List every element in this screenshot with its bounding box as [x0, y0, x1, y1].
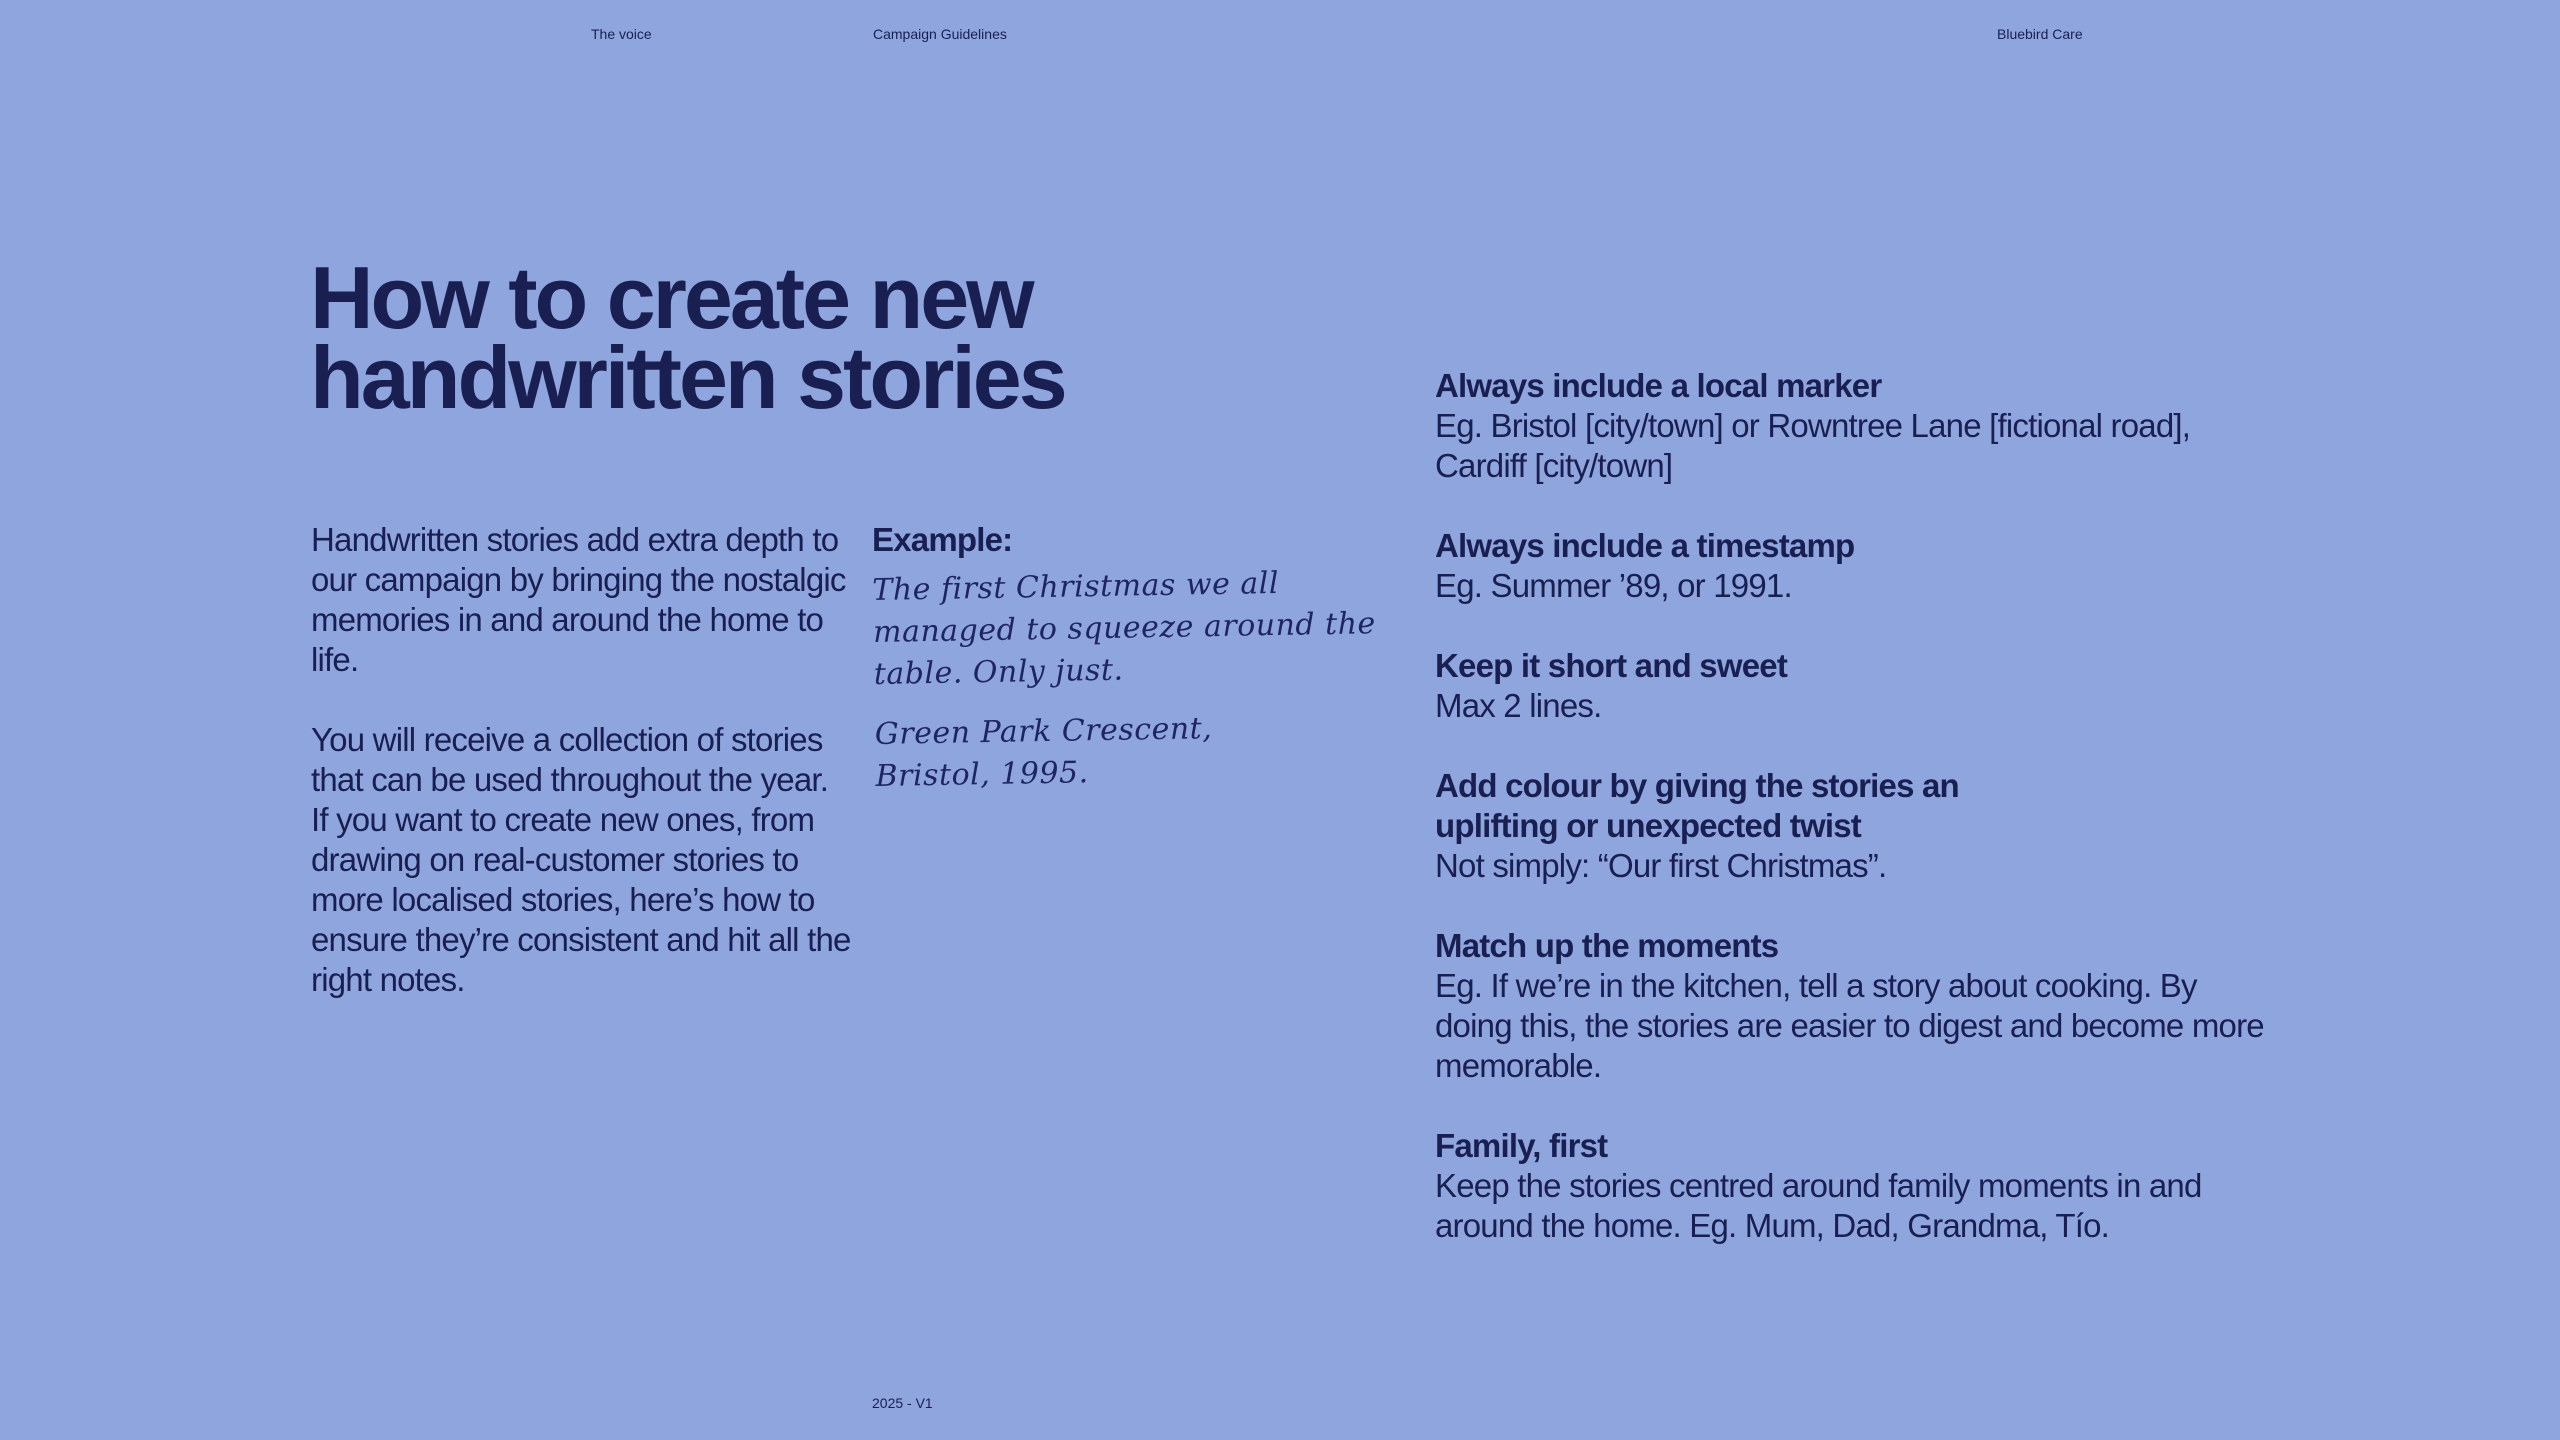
handwritten-example	[872, 561, 1416, 798]
guideline-heading: Family, first	[1435, 1127, 1608, 1164]
guideline-body: Eg. If we’re in the kitchen, tell a story about cooking. By doing this, the stories are easier to digest and become more memorable.	[1435, 967, 2264, 1084]
handwritten-location: Green Park Crescent,	[874, 711, 1213, 752]
example-block	[872, 520, 1412, 798]
guideline-family-first	[1435, 1126, 2275, 1246]
header-brand-label: Bluebird Care	[1997, 26, 2083, 42]
guideline-body: Not simply: “Our first Christmas”.	[1435, 847, 1887, 884]
guideline-heading: Keep it short and sweet	[1435, 647, 1788, 684]
guideline-body: Eg. Bristol [city/town] or Rowntree Lane [fictional road], Cardiff [city/town]	[1435, 407, 2191, 484]
guideline-match-moments	[1435, 926, 2275, 1086]
page-title	[310, 248, 1210, 427]
page-title-line-1: How to create new	[310, 248, 1032, 347]
guideline-add-colour	[1435, 766, 2275, 886]
guideline-heading: Add colour by giving the stories an uplifting or unexpected twist	[1435, 767, 1959, 844]
guideline-heading: Match up the moments	[1435, 927, 1779, 964]
guideline-body: Eg. Summer ’89, or 1991.	[1435, 567, 1792, 604]
header-document-label: Campaign Guidelines	[873, 26, 1007, 42]
guideline-body: Max 2 lines.	[1435, 687, 1602, 724]
guideline-short-sweet	[1435, 646, 2275, 726]
page-title-line-2: handwritten stories	[310, 328, 1065, 427]
handwritten-quote: The first Christmas we all managed to squeeze around the table. Only just.	[872, 565, 1377, 692]
intro-paragraph-2: You will receive a collection of stories that can be used throughout the year. If you want to create new ones, from drawing on real-customer stories to more localised stories, here’s how to ensure they’re consistent and hit all the right notes.	[311, 721, 851, 998]
intro-text	[311, 520, 851, 1040]
footer-version: 2025 - V1	[872, 1395, 933, 1411]
guideline-local-marker	[1435, 366, 2275, 486]
guideline-heading: Always include a local marker	[1435, 367, 1882, 404]
guideline-body: Keep the stories centred around family moments in and around the home. Eg. Mum, Dad, Grandma, Tío.	[1435, 1167, 2202, 1244]
example-heading: Example:	[872, 521, 1013, 558]
guidelines-list	[1435, 366, 2275, 1286]
handwritten-place-year: Bristol, 1995.	[875, 755, 1089, 794]
header-section-label: The voice	[591, 26, 652, 42]
guideline-heading: Always include a timestamp	[1435, 527, 1855, 564]
intro-paragraph-1: Handwritten stories add extra depth to our campaign by bringing the nostalgic memories in and around the home to life.	[311, 521, 846, 678]
guideline-timestamp	[1435, 526, 2275, 606]
